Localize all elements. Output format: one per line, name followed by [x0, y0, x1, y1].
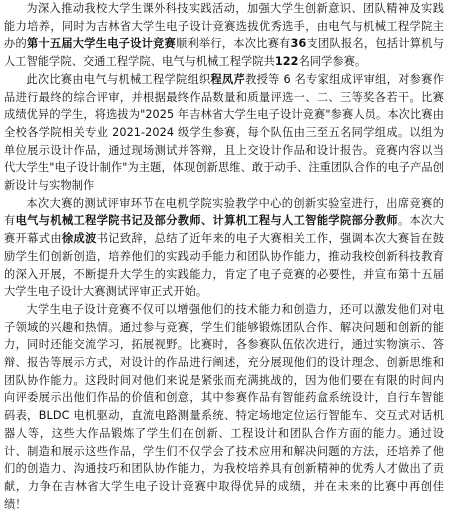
body-text: 为深入推动我校大学生课外科技实践活动，加强大学生创新意识、团队精神及实践能力培养，同时为吉林省大学生电子设计竞赛选拔优秀选手，由电气与机械工程学院主办的	[4, 2, 444, 51]
paragraph-opening-ceremony	[4, 195, 444, 301]
body-text: 支团队报名，包括计算机与人工智能学院、交通工程学院、电气与机械工程学院共	[4, 37, 444, 69]
highlighted-text: 徐成波	[61, 232, 97, 246]
paragraph-judging	[4, 71, 444, 195]
highlighted-text: 122	[274, 55, 299, 69]
body-text: 此次比赛由电气与机械工程学院组织	[26, 72, 211, 86]
highlighted-text: 第十五届大学生电子设计竞赛	[26, 37, 176, 51]
body-text: 。本次大赛开幕式由	[4, 214, 444, 246]
highlighted-text: 程凤芹	[210, 72, 246, 86]
body-text: 本次大赛的测试评审环节在电机学院实验教学中心的创新实验室进行，出席竞赛的有	[4, 196, 444, 228]
body-text: 名同学参赛。	[298, 55, 367, 69]
body-text: 顺利举行，本次比赛有	[175, 37, 291, 51]
highlighted-text: 电气与机械工程学院书记及部分教师、计算机工程与人工智能学院部分教师	[15, 214, 398, 228]
body-text: 教授等 6 名专家组成评审组，对参赛作品进行最终的综合评审，并根据最终作品数量和质量评选一、二、三等奖各若干。比赛成绩优异的学生，将选拔为"2025 年吉林省大学生电子设计竞赛"参赛人员。本次比赛由全校各学院相关专业 2021-2024 级学生参赛，每个队伍由三至五名同学组成。以组为单位展示设计作品，通过现场测试并答辩，且上交设计作品和设计报告。竞赛内容以当代大学生"电子设计制作"为主题，体现创新思维、敢于动手、注重团队合作的电子产品创新设计与实物制作	[4, 72, 444, 193]
highlighted-text: 36	[290, 37, 307, 51]
paragraph-significance	[4, 301, 444, 513]
body-text: 书记致辞，总结了近年来的电子大赛相关工作，强调本次大赛旨在鼓励学生们创新创造，培养他们的实践动手能力和团队协作能力，推动我校创新科技教育的深入开展，不断提升大学生的实践能力，肯定了电子竞赛的必要性，并宣布第十五届大学生电子设计大赛测试评审正式开始。	[4, 232, 444, 299]
body-text: 大学生电子设计竞赛不仅可以增强他们的技术能力和创造力，还可以激发他们对电子领域的兴趣和热情。通过参与竞赛，学生们能够锻炼团队合作、解决问题和创新的能力，同时还能交流学习，拓展视野。比赛时，各参赛队伍依次进行，通过实物演示、答辩、报告等展示方式，对设计的作品进行阐述，充分展现他们的设计理念、创新思维和团队协作能力。这段时间对他们来说是紧张而充满挑战的，因为他们要在有限的时间内向评委展示出他们作品的价值和创意，其中参赛作品有智能药盒系统设计，自行车智能码表，BLDC 电机驱动，直流电路测量系统、特定场地定位运行智能车、交互式对话机器人等，这些大作品锻炼了学生们在创新、工程设计和团队合作方面的能力。通过设计、制造和展示这些作品，学生们不仅学会了技术应用和解决问题的方法，还培养了他们的创造力、沟通技巧和团队协作能力，为我校培养具有创新精神的优秀人才做出了贡献，力争在吉林省大学生电子设计竞赛中取得优异的成绩，并在未来的比赛中再创佳绩！	[4, 302, 444, 511]
paragraph-intro	[4, 0, 444, 71]
